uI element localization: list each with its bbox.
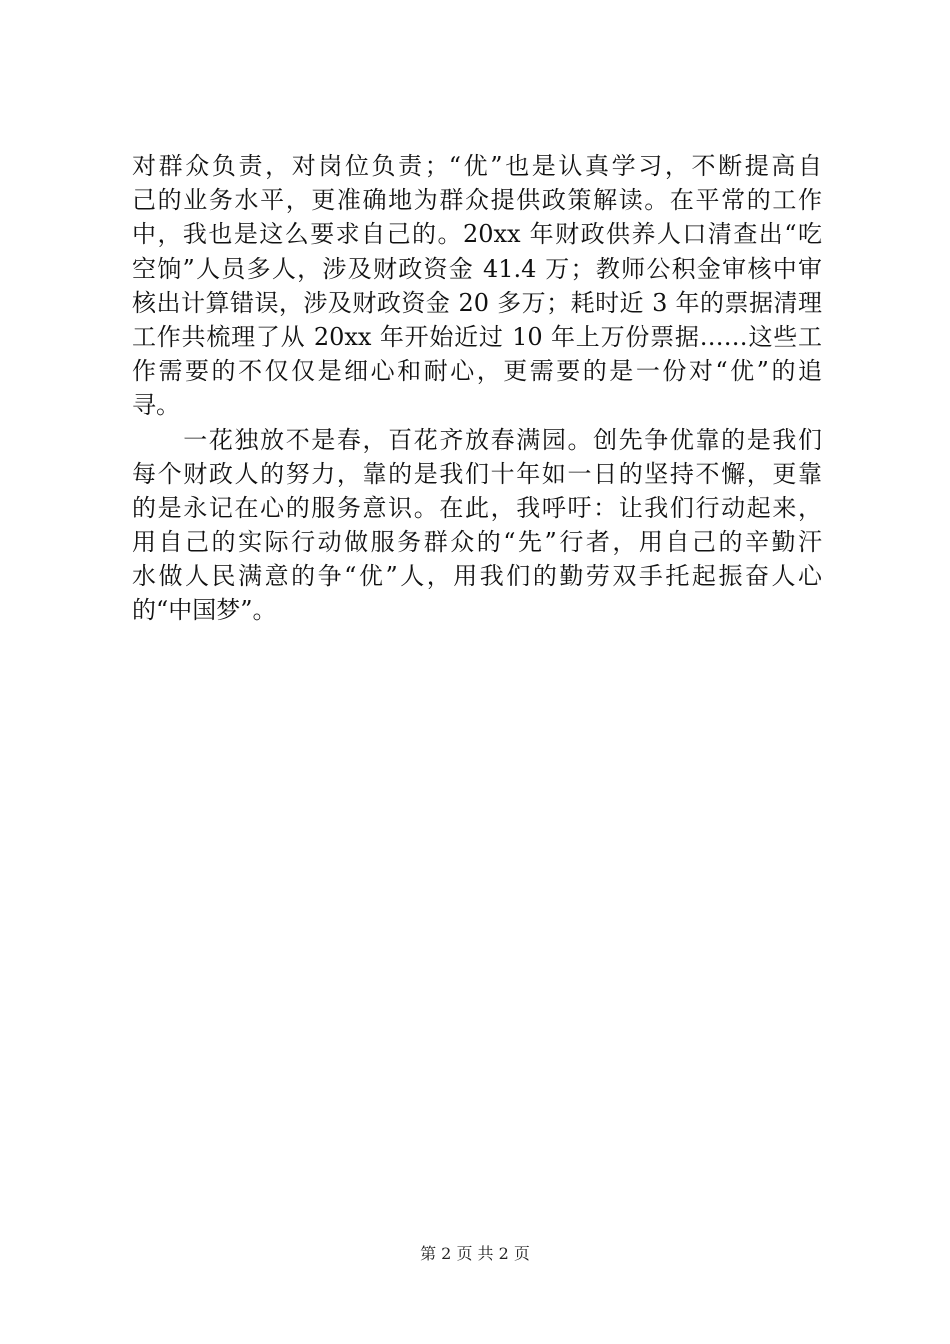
- text-line: 寻。: [132, 391, 180, 420]
- text-line: 用自己的实际行动做服务群众的“先”行者，用自己的辛勤汗: [132, 528, 822, 557]
- text-line: 对群众负责，对岗位负责；“优”也是认真学习，不断提高自: [132, 152, 822, 180]
- text-line: 每个财政人的努力，靠的是我们十年如一日的坚持不懈，更靠: [132, 459, 822, 488]
- body-text: [132, 149, 822, 628]
- text-line: 己的业务水平，更准确地为群众提供政策解读。在平常的工作: [132, 186, 822, 215]
- text-line: 的“中国梦”。: [132, 596, 277, 625]
- page-footer: 第 2 页 共 2 页: [420, 1244, 530, 1263]
- text-line: 核出计算错误，涉及财政资金 20 多万；耗时近 3 年的票据清理: [132, 288, 822, 317]
- text-line: 作需要的不仅仅是细心和耐心，更需要的是一份对“优”的追: [132, 357, 822, 386]
- text-line: 中，我也是这么要求自己的。20xx 年财政供养人口清查出“吃: [132, 220, 822, 249]
- text-line: 的是永记在心的服务意识。在此，我呼吁：让我们行动起来，: [132, 493, 822, 522]
- text-line: 空饷”人员多人，涉及财政资金 41.4 万；教师公积金审核中审: [132, 254, 822, 283]
- text-line: 工作共梳理了从 20xx 年开始近过 10 年上万份票据……这些工: [132, 322, 822, 351]
- text-line: 一花独放不是春，百花齐放春满园。创先争优靠的是我们: [132, 425, 822, 454]
- text-line: 水做人民满意的争“优”人，用我们的勤劳双手托起振奋人心: [132, 562, 822, 591]
